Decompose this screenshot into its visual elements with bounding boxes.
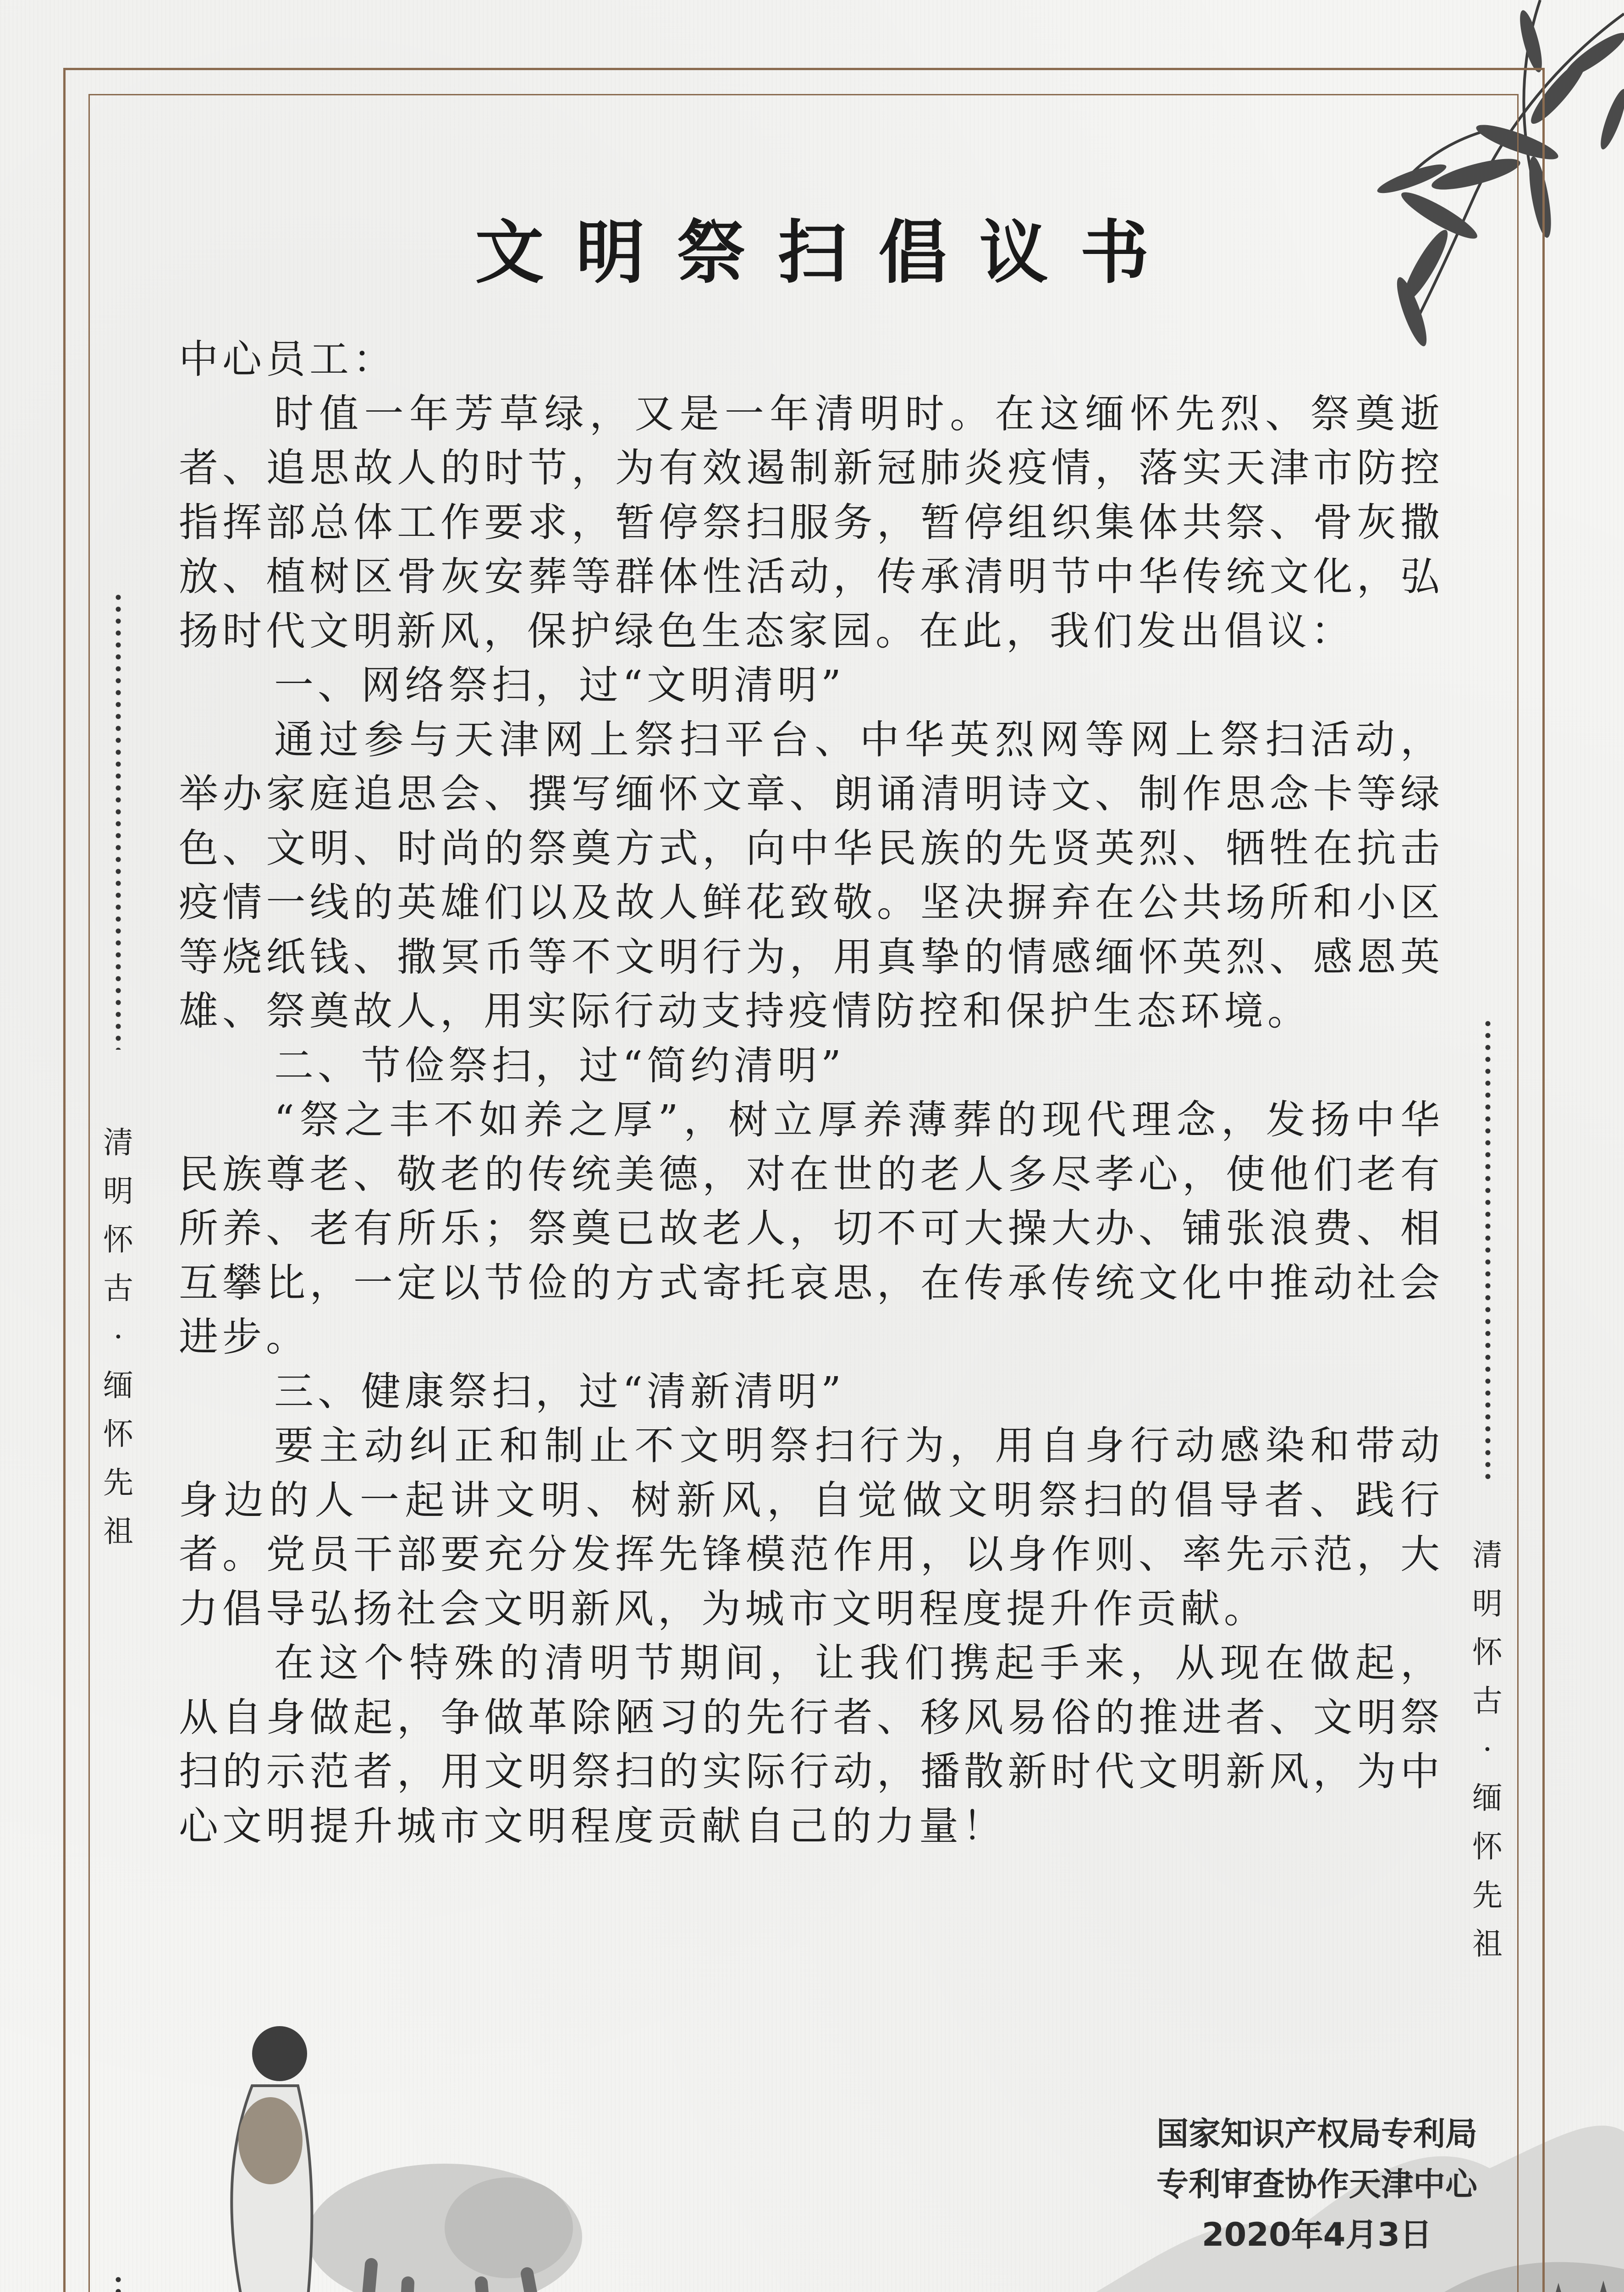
- document-body: [179, 332, 1444, 1853]
- left-caption-char: 祖: [103, 1514, 133, 1549]
- left-vertical-caption: [98, 1118, 139, 1556]
- closing-paragraph: 在这个特殊的清明节期间，让我们携起手来，从现在做起，从自身做起，争做革除陋习的先行者、移风易俗的推进者、文明祭扫的示范者，用文明祭扫的实际行动，播散新时代文明新风，为中心文明提升城市文明程度贡献自己的力量！: [179, 1640, 1444, 1849]
- right-caption-char: 清: [1472, 1537, 1503, 1573]
- right-caption-char: 明: [1472, 1586, 1503, 1621]
- section-heading-1: 一、网络祭扫，过“文明清明”: [274, 662, 845, 708]
- section-paragraph-2: “祭之丰不如养之厚”，树立厚养薄葬的现代理念，发扬中华民族尊老、敬老的传统美德，对在世的老人多尽孝心，使他们老有所养、老有所乐；祭奠已故老人，切不可大操大办、铺张浪费、相互攀比，一定以节俭的方式寄托哀思，在传承传统文化中推动社会进步。: [179, 1097, 1444, 1360]
- right-dotted-line: [1485, 1018, 1491, 1485]
- left-caption-char: ·: [113, 1319, 123, 1355]
- left-caption-char: 怀: [103, 1416, 133, 1452]
- left-caption-char: 缅: [103, 1368, 133, 1403]
- left-dotted-line-bottom: [116, 2274, 121, 2292]
- right-caption-char: ·: [1482, 1732, 1492, 1767]
- left-caption-char: 怀: [103, 1222, 133, 1257]
- right-caption-char: 怀: [1472, 1829, 1503, 1864]
- right-caption-char: 怀: [1472, 1635, 1503, 1670]
- left-caption-char: 古: [103, 1271, 133, 1306]
- right-caption-char: 古: [1472, 1683, 1503, 1719]
- left-caption-char: 先: [103, 1465, 133, 1500]
- section-paragraph-3: 要主动纠正和制止不文明祭扫行为，用自身行动感染和带动身边的人一起讲文明、树新风，自觉做文明祭扫的倡导者、践行者。党员干部要充分发挥先锋模范作用，以身作则、率先示范，大力倡导弘扬社会文明新风，为城市文明程度提升作贡献。: [179, 1423, 1444, 1632]
- right-caption-char: 先: [1472, 1878, 1503, 1913]
- salutation: 中心员工：: [179, 336, 396, 382]
- signature-block: [1156, 2109, 1477, 2260]
- section-heading-3: 三、健康祭扫，过“清新清明”: [274, 1368, 845, 1415]
- document-title: 文明祭扫倡议书: [475, 212, 1181, 293]
- section-heading-2: 二、节俭祭扫，过“简约清明”: [274, 1042, 845, 1089]
- right-caption-char: 缅: [1472, 1780, 1503, 1816]
- signature-org-1: 国家知识产权局专利局: [1156, 2115, 1477, 2153]
- right-caption-char: 祖: [1472, 1926, 1503, 1961]
- section-paragraph-1: 通过参与天津网上祭扫平台、中华英烈网等网上祭扫活动，举办家庭追思会、撰写缅怀文章、朗诵清明诗文、制作思念卡等绿色、文明、时尚的祭奠方式，向中华民族的先贤英烈、牺牲在抗击疫情一线的英雄们以及故人鲜花致敬。坚决摒弃在公共场所和小区等烧纸钱、撒冥币等不文明行为，用真挚的情感缅怀英烈、感恩英雄、祭奠故人，用实际行动支持疫情防控和保护生态环境。: [179, 716, 1444, 1034]
- left-dotted-line: [116, 591, 121, 1050]
- left-caption-char: 明: [103, 1174, 133, 1209]
- signature-date: 2020年4月3日: [1201, 2216, 1432, 2253]
- left-caption-char: 清: [103, 1125, 133, 1160]
- right-vertical-caption: [1467, 1531, 1508, 1968]
- signature-org-2: 专利审查协作天津中心: [1156, 2165, 1477, 2203]
- intro-paragraph: 时值一年芳草绿，又是一年清明时。在这缅怀先烈、祭奠逝者、追思故人的时节，为有效遏制新冠肺炎疫情，落实天津市防控指挥部总体工作要求，暂停祭扫服务，暂停组织集体共祭、骨灰撒放、植树区骨灰安葬等群体性活动，传承清明节中华传统文化，弘扬时代文明新风，保护绿色生态家园。在此，我们发出倡议：: [179, 391, 1444, 654]
